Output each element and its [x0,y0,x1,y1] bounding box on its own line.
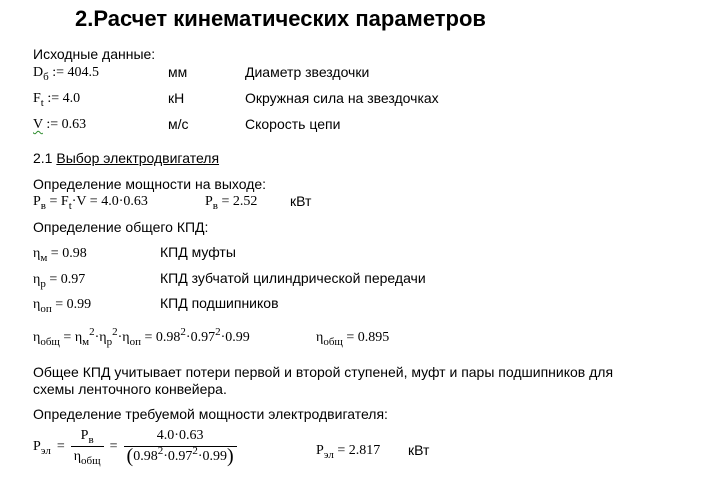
diameter-formula [33,65,99,81]
required-power-result: $P_{эл} = 2.817$ [316,443,381,461]
speed-value: := 0.63 [46,117,87,132]
eta-bearing-description: КПД подшипников [160,295,279,311]
section-title: Выбор электродвигателя [56,150,220,166]
efficiency-note-line1: Общее КПД учитывает потери первой и второй ступеней, муфт и пары подшипников для [33,364,614,380]
eta-coupling-description: КПД муфты [160,244,236,260]
efficiency-note-line2: схемы ленточного конвейера. [33,381,227,397]
eta-coupling-formula: $\eta_м = 0.98$ [33,246,87,264]
section-number: 2.1 [33,150,53,166]
output-power-unit: кВт [290,193,312,209]
efficiency-label: Определение общего КПД: [33,219,209,235]
speed-formula [33,117,86,133]
eta-total-formula: $\eta_{общ} = \eta_м^2\cdot\eta_р^2\cdot\eta_{оп} = 0.98^2\cdot 0.97^2\cdot 0.99$ [33,326,250,348]
output-power-formula: $P_в = F_t\cdot V = 4.0\cdot 0.63$ [33,194,148,212]
force-description: Окружная сила на звездочках [245,90,439,106]
page-title: 2.Расчет кинематических параметров [75,6,486,31]
required-power-fraction: $\frac{P_в}{\eta_{общ}}$ [71,428,104,465]
section-heading [33,150,219,166]
diameter-value: := 404.5 [52,65,100,80]
force-subscript: t [40,97,44,109]
speed-unit: м/с [168,116,189,132]
required-power-unit: кВт [408,442,430,458]
eta-bearing-formula: $\eta_{оп} = 0.99$ [33,297,92,315]
diameter-subscript: б [43,71,49,83]
force-value: := 4.0 [47,91,81,106]
initial-data-label: Исходные данные: [33,46,156,62]
force-unit: кН [168,90,185,106]
speed-description: Скорость цепи [245,116,341,132]
output-power-label: Определение мощности на выходе: [33,176,267,192]
eta-gear-description: КПД зубчатой цилиндрической передачи [160,270,426,286]
diameter-description: Диаметр звездочки [245,64,370,80]
eta-total-result: $\eta_{общ} = 0.895$ [316,330,390,348]
force-symbol: F [33,91,41,106]
diameter-symbol: D [33,65,44,80]
output-power-result: $P_в = 2.52$ [205,194,258,212]
required-power-formula: $P_{эл}$ = $\frac{P_в}{\eta_{общ}}$ = $\frac{4.0\cdot 0.63}{(0.98^2\cdot 0.97^2\cdot 0.99)}$ [33,428,237,465]
required-power-numeric-fraction: $\frac{4.0\cdot 0.63}{(0.98^2\cdot 0.97^2\cdot 0.99)}$ [124,428,237,465]
eta-gear-formula: $\eta_р = 0.97$ [33,272,86,290]
force-formula [33,91,80,107]
diameter-unit: мм [168,64,188,80]
speed-symbol: V [33,117,43,132]
required-power-label: Определение требуемой мощности электродвигателя: [33,406,388,422]
